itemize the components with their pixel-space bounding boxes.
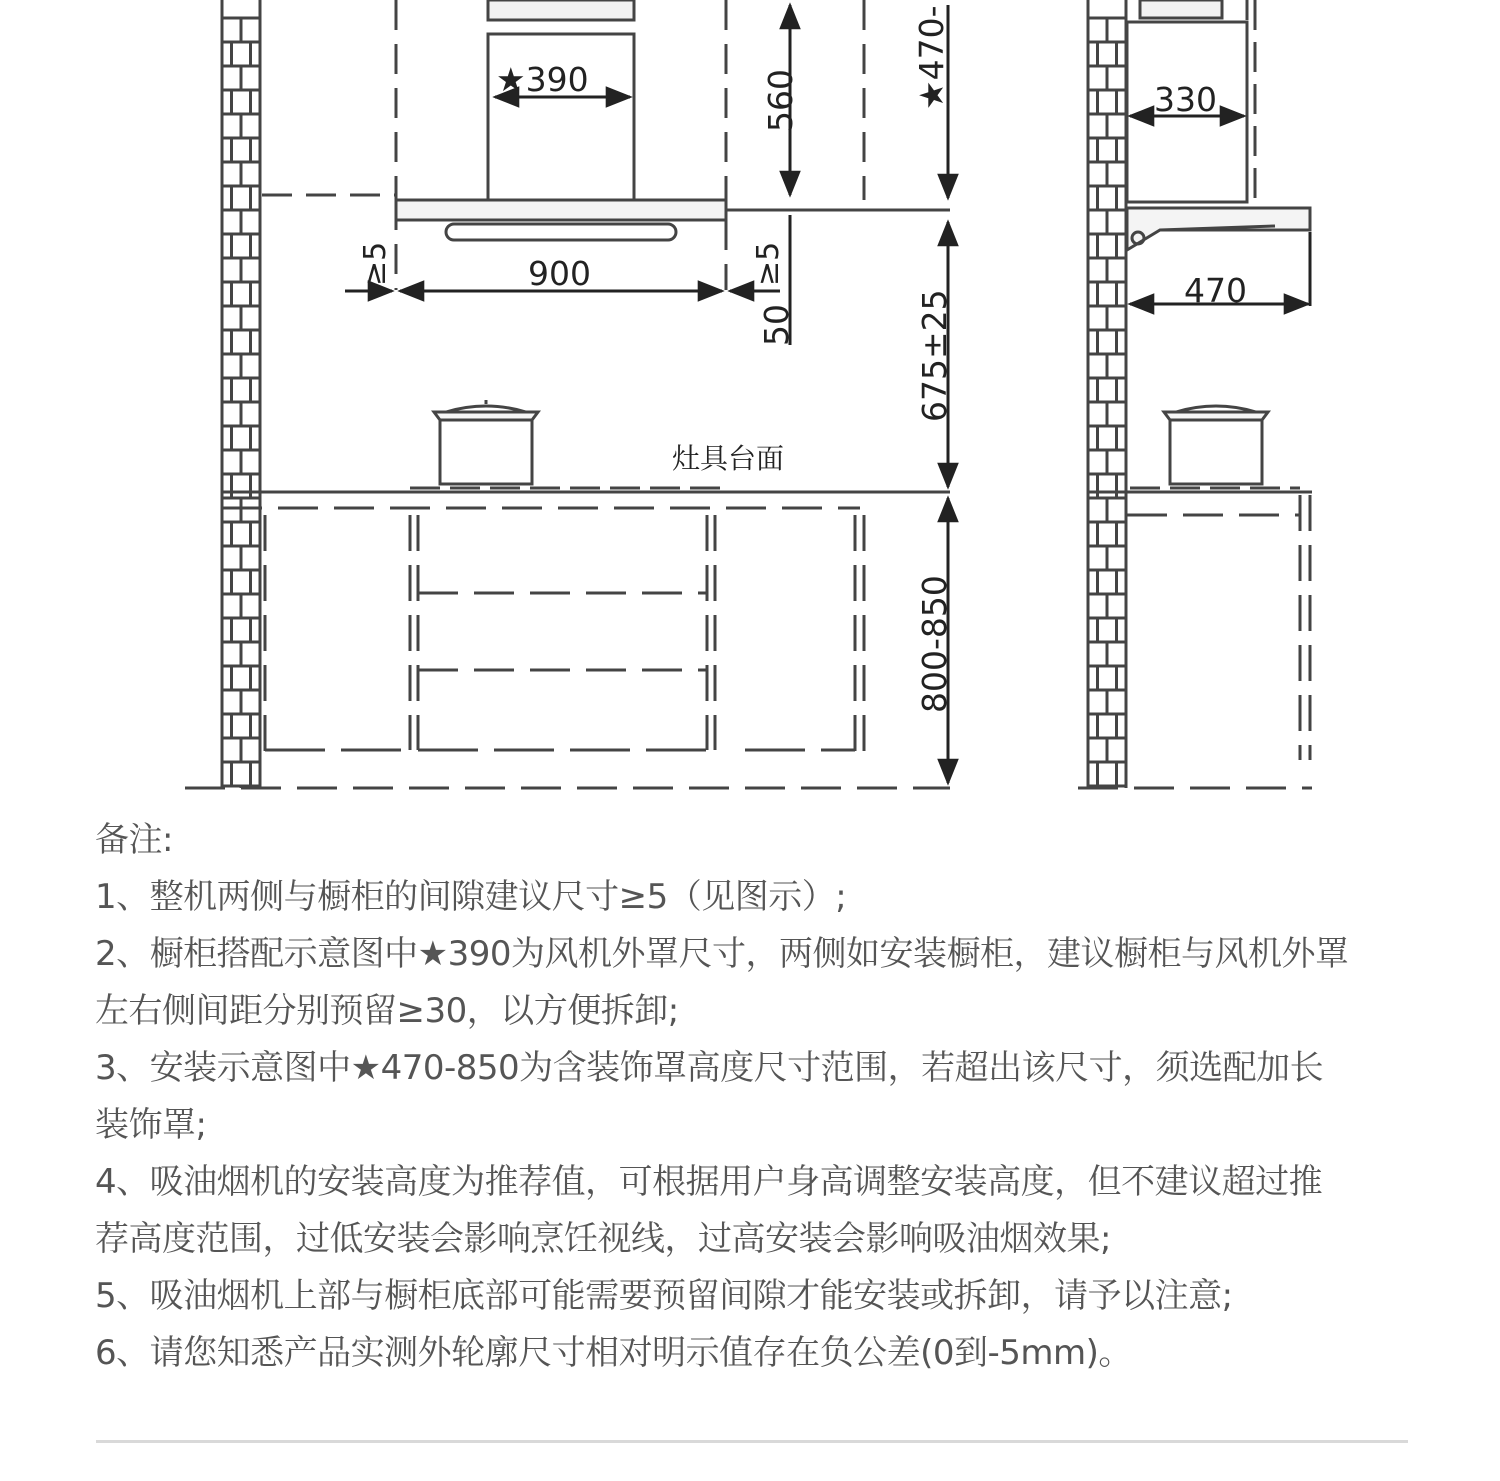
note-line: 2、橱柜搭配示意图中★390为风机外罩尺寸，两侧如安装橱柜，建议橱柜与风机外罩 bbox=[95, 934, 1349, 974]
side-range-hood bbox=[1127, 0, 1310, 250]
dim-decor-height-range: ★470- bbox=[912, 5, 951, 110]
dim-left-gap: ≥5 bbox=[358, 241, 393, 286]
front-range-hood bbox=[396, 0, 950, 240]
note-line: 荐高度范围，过低安装会影响烹饪视线，过高安装会影响吸油烟效果; bbox=[95, 1219, 1111, 1259]
countertop-label: 灶具台面 bbox=[672, 442, 785, 475]
side-lower-cabinet bbox=[1078, 492, 1312, 788]
notes-section bbox=[95, 812, 1415, 1382]
notes-title: 备注: bbox=[95, 820, 173, 860]
front-brick-wall bbox=[222, 0, 260, 788]
front-lower-cabinet bbox=[185, 492, 950, 788]
front-dimension-lines bbox=[345, 5, 948, 783]
note-line: 4、吸油烟机的安装高度为推荐值，可根据用户身高调整安装高度，但不建议超过推 bbox=[95, 1162, 1323, 1202]
side-brick-wall bbox=[1088, 0, 1126, 788]
dim-cover-height: 560 bbox=[761, 69, 800, 132]
note-line: 1、整机两侧与橱柜的间隙建议尺寸≥5（见图示）; bbox=[95, 877, 847, 917]
dim-hood-width: 900 bbox=[528, 254, 591, 293]
side-pot-icon bbox=[1130, 406, 1300, 488]
note-line: 6、请您知悉产品实测外轮廓尺寸相对明示值存在负公差(0到-5mm)。 bbox=[95, 1333, 1132, 1373]
dim-right-gap: ≥5 bbox=[751, 241, 786, 286]
dim-counter-height: 800-850 bbox=[915, 575, 954, 713]
dim-hood-offset: 50 bbox=[757, 304, 796, 346]
bottom-divider bbox=[96, 1440, 1408, 1443]
dim-side-cover-depth: 330 bbox=[1154, 80, 1217, 119]
dim-install-height: 675±25 bbox=[915, 289, 954, 422]
dim-hood-cover-width: ★390 bbox=[496, 60, 589, 99]
note-line: 5、吸油烟机上部与橱柜底部可能需要预留间隙才能安装或拆卸，请予以注意; bbox=[95, 1276, 1233, 1316]
dim-side-hood-depth: 470 bbox=[1184, 271, 1247, 310]
note-line: 左右侧间距分别预留≥30，以方便拆卸; bbox=[95, 991, 679, 1031]
note-line: 装饰罩; bbox=[95, 1105, 207, 1145]
note-line: 3、安装示意图中★470-850为含装饰罩高度尺寸范围，若超出该尺寸，须选配加长 bbox=[95, 1048, 1324, 1088]
